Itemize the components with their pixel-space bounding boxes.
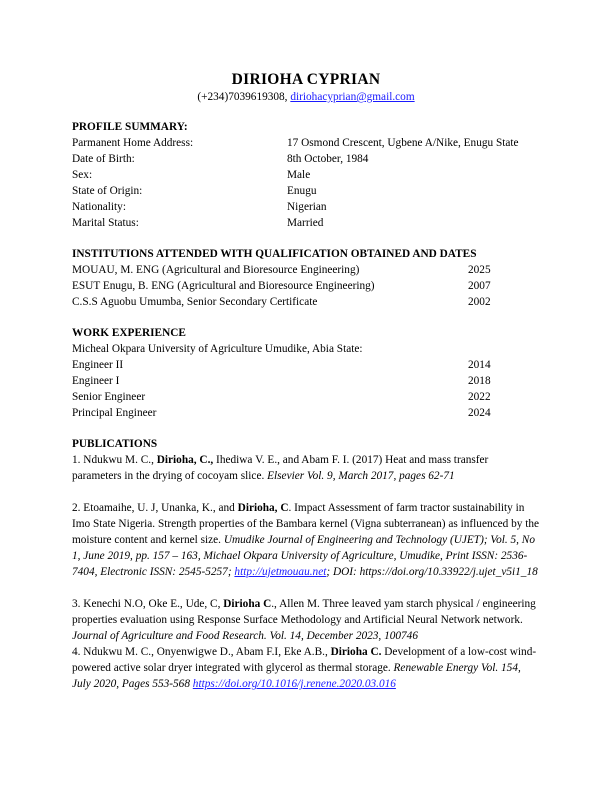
profile-summary-title: PROFILE SUMMARY: [72,121,188,133]
pub-authors: 2. Etoamaihe, U. J, Unanka, K., and [72,502,238,514]
work-experience-title: WORK EXPERIENCE [72,327,186,339]
work-row [72,405,542,421]
pub-author-highlight: Dirioha C. [330,646,382,658]
profile-row [72,183,542,199]
pub-body: Ihediwa V. E., and Abam F. I. (2017) Heat and mass transfer parameters in the drying of cocoyam slice. [72,454,489,482]
publication-item [72,500,540,580]
education-title: INSTITUTIONS ATTENDED WITH QUALIFICATION OBTAINED AND DATES [72,248,477,260]
employer-name: Micheal Okpara University of Agriculture Umudike, Abia State: [72,343,363,355]
publication-item [72,644,540,692]
pub-author-highlight: Dirioha, C., [156,454,214,466]
profile-value: 8th October, 1984 [287,153,369,165]
profile-label: Date of Birth: [72,153,135,165]
profile-row [72,135,542,151]
publications-section [72,436,540,692]
pub-doi: ; DOI: https://doi.org/10.33922/j.ujet_v5i1_18 [326,566,538,578]
education-row [72,294,542,310]
education-year: 2025 [468,264,491,276]
education-label: C.S.S Aguobu Umumba, Senior Secondary Certificate [72,296,318,308]
profile-value: Married [287,217,324,229]
pub-link[interactable]: http://ujetmouau.net [234,566,327,578]
work-year: 2022 [468,391,491,403]
pub-citation: Journal of Agriculture and Food Research. Vol. 14, December 2023, 100746 [72,630,418,642]
education-year: 2007 [468,280,491,292]
work-experience-section [72,325,542,421]
work-year: 2024 [468,407,491,419]
work-position: Senior Engineer [72,391,146,403]
profile-label: Sex: [72,169,93,181]
pub-authors: 1. Ndukwu M. C., [72,454,157,466]
profile-row [72,215,542,231]
profile-row [72,167,542,183]
education-row [72,262,542,278]
contact-line [0,90,612,105]
pub-body: ., Allen M. Three leaved yam starch physical / engineering properties evaluation using Response Surface Methodology and Artificial Neural Network network. [72,598,536,626]
profile-label: State of Origin: [72,185,143,197]
resume-header [0,70,612,105]
publications-title: PUBLICATIONS [72,438,158,450]
candidate-name: DIRIOHA CYPRIAN [231,71,381,88]
education-section [72,246,542,310]
profile-value: Nigerian [287,201,327,213]
pub-citation: Umudike Journal of Engineering and Technology (UJET); Vol. 5, No 1, June 2019, pp. 157 – 163, Michael Okpara University of Agriculture, Umudike, Print ISSN: 2536-7404, Electronic ISSN: 2545-5257; [72,534,535,578]
profile-label: Marital Status: [72,217,139,229]
work-row [72,389,542,405]
publication-item [72,596,540,644]
pub-author-highlight: Dirioha, C [237,502,289,514]
profile-summary-section [72,119,542,231]
phone-number: (+234)7039619308, [197,91,288,103]
pub-citation: Elsevier Vol. 9, March 2017, pages 62-71 [267,470,455,482]
pub-link[interactable]: https://doi.org/10.1016/j.renene.2020.03.016 [192,678,396,690]
work-year: 2018 [468,375,491,387]
work-position: Principal Engineer [72,407,157,419]
pub-body: Development of a low-cost wind-powered active solar dryer integrated with glycerol as thermal storage. [72,646,537,674]
profile-label: Parmanent Home Address: [72,137,194,149]
work-position: Engineer I [72,375,120,387]
publication-item [72,452,540,484]
work-year: 2014 [468,359,491,371]
education-label: MOUAU, M. ENG (Agricultural and Bioresource Engineering) [72,264,360,276]
profile-value: 17 Osmond Crescent, Ugbene A/Nike, Enugu State [287,137,519,149]
profile-label: Nationality: [72,201,126,213]
pub-author-highlight: Dirioha C [223,598,272,610]
work-row [72,357,542,373]
pub-citation: Renewable Energy Vol. 154, July 2020, Pages 553-568 [72,662,521,690]
education-year: 2002 [468,296,491,308]
pub-body: . Impact Assessment of farm tractor sustainability in Imo State Nigeria. Strength properties of the Bambara kernel (Vigna subterranean) as influenced by the moisture content and kernel size. [72,502,540,546]
work-position: Engineer II [72,359,124,371]
work-row [72,373,542,389]
education-label: ESUT Enugu, B. ENG (Agricultural and Bioresource Engineering) [72,280,375,292]
profile-value: Male [287,169,311,181]
pub-authors: 3. Kenechi N.O, Oke E., Ude, C, [72,598,224,610]
pub-authors: 4. Ndukwu M. C., Onyenwigwe D., Abam F.I, Eke A.B., [72,646,331,658]
profile-row [72,199,542,215]
profile-value: Enugu [287,185,317,197]
education-row [72,278,542,294]
profile-row [72,151,542,167]
email-link[interactable]: diriohacyprian@gmail.com [290,91,415,103]
employer-line [72,341,542,357]
